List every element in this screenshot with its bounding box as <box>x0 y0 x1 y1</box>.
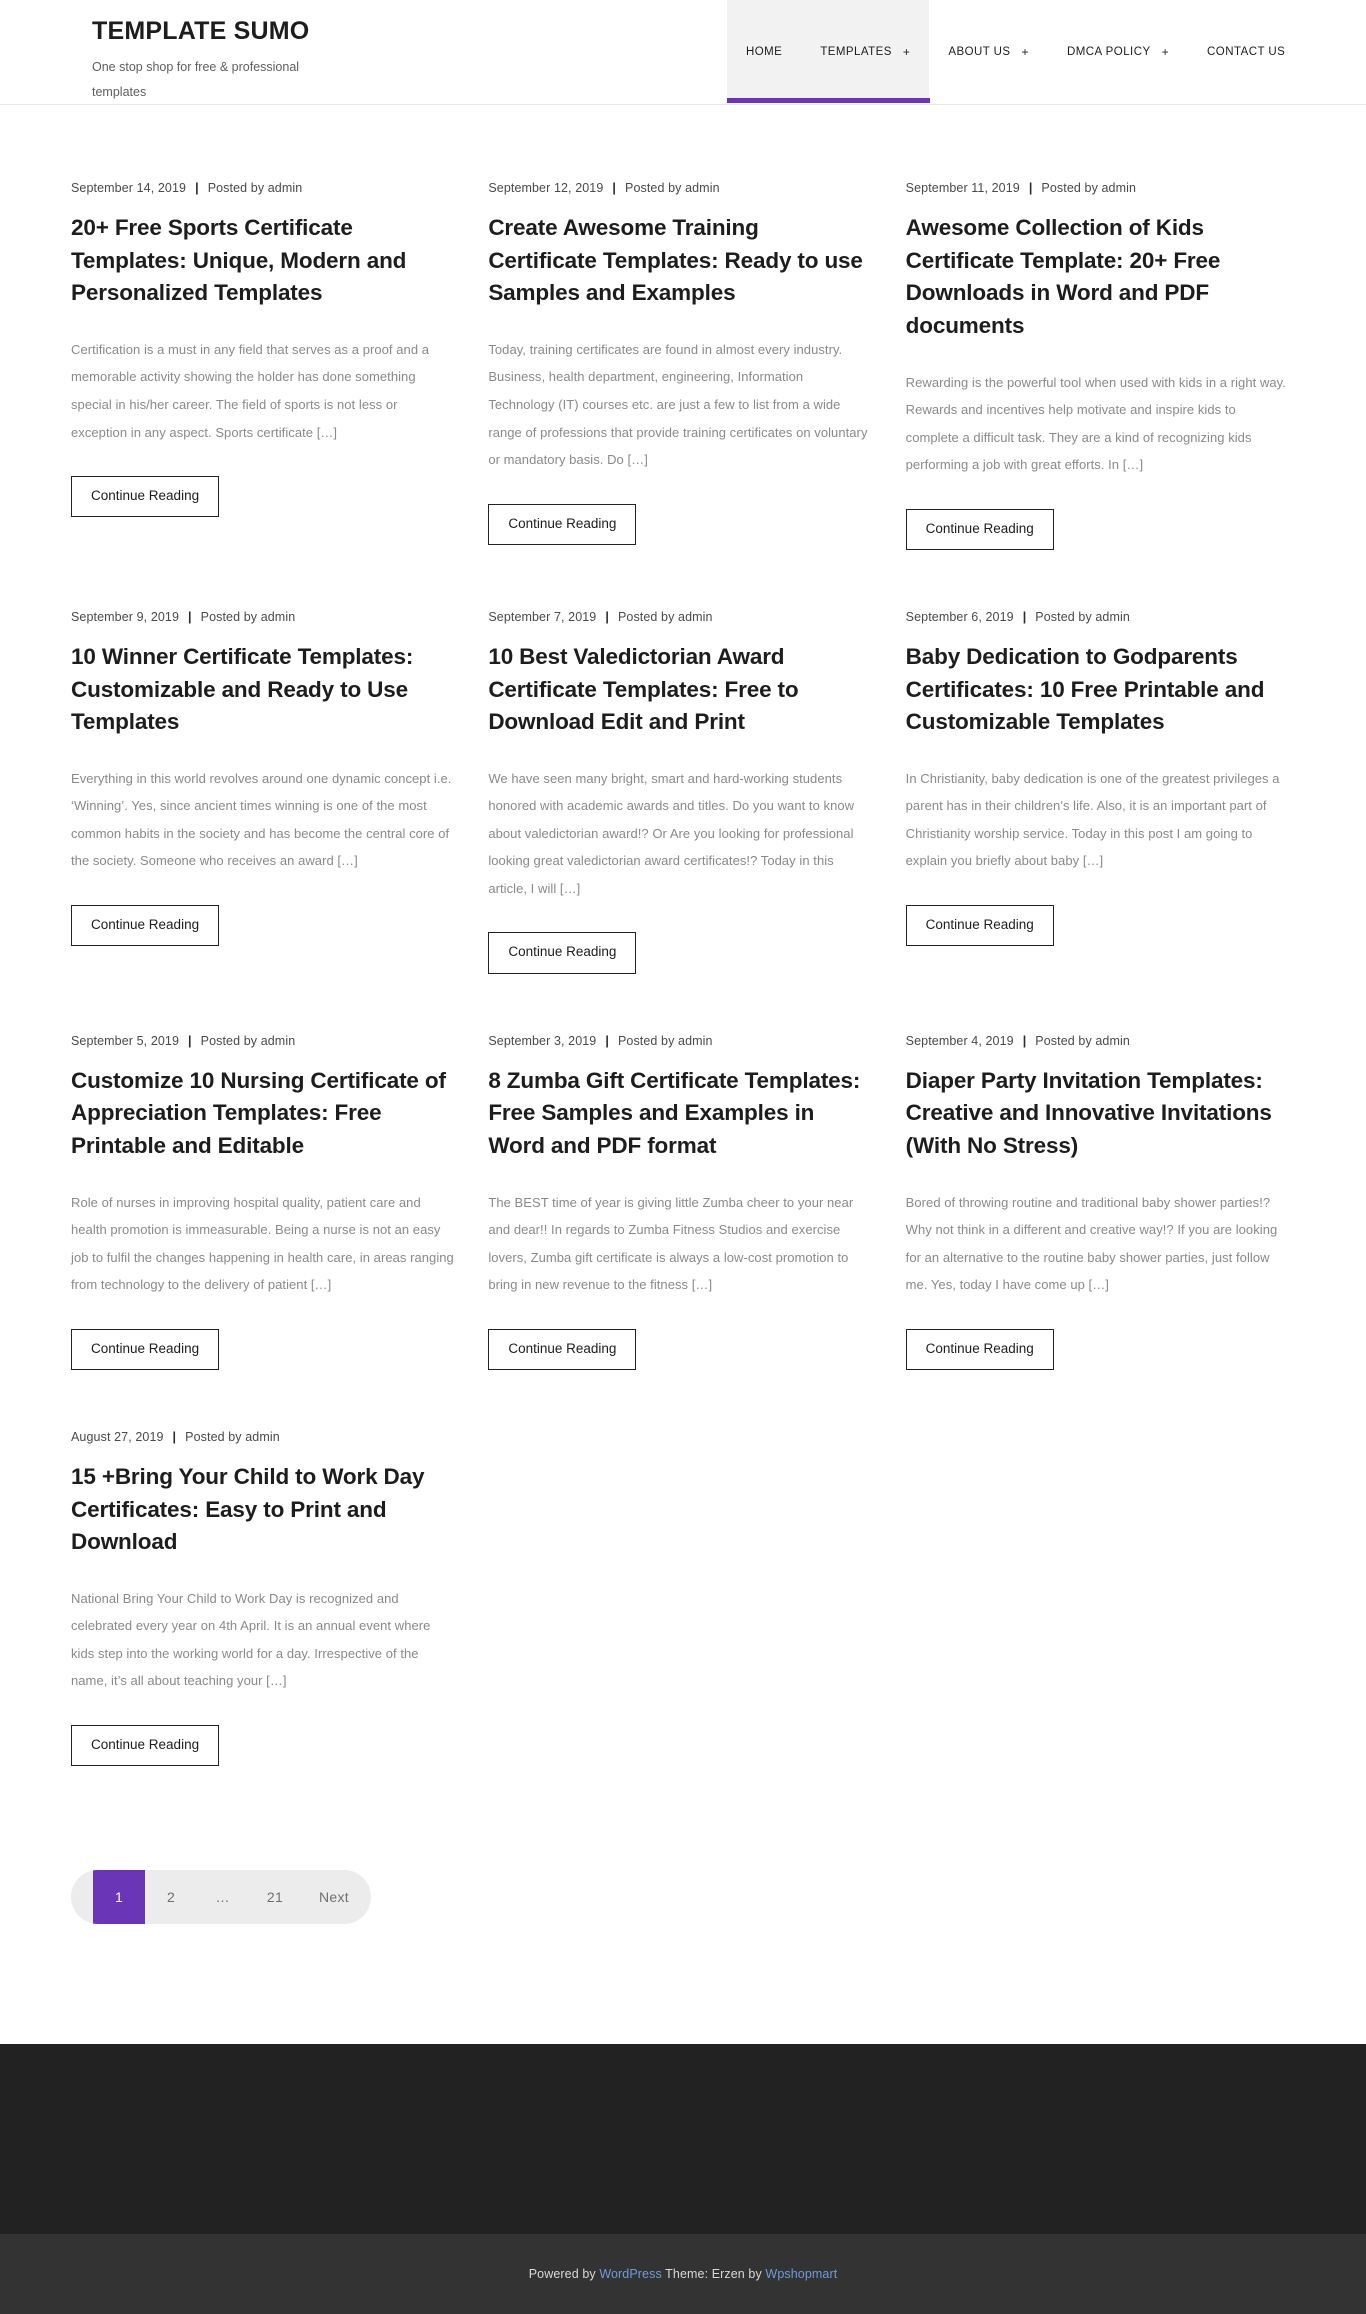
nav-item-label: ABOUT US <box>948 46 1011 58</box>
post-date: September 11, 2019 <box>905 181 1020 195</box>
post-byline: Posted by admin <box>625 181 720 195</box>
post-date: September 9, 2019 <box>71 609 180 624</box>
plus-icon[interactable]: + <box>1021 45 1030 59</box>
post-card <box>71 610 460 946</box>
post-byline: Posted by admin <box>200 1033 296 1048</box>
post-title[interactable]: Diaper Party Invitation Templates: Creative and Innovative Invitations (With No Stress) <box>905 1067 1272 1158</box>
meta-separator: | <box>1028 181 1033 195</box>
post-excerpt: The BEST time of year is giving little Zumba cheer to your near and dear!! In regards to Zumba Fitness Studios and exercise lovers, Zumba gift certificate is always a low-cost promotion to bring in new revenue to the fitness […] <box>488 1194 854 1293</box>
post-meta <box>906 610 1289 624</box>
post-excerpt: We have seen many bright, smart and hard-working students honored with academic awards and titles. Do you want to know about valedictorian award!? Or Are you looking for professional looking great valedictorian award certificates!? Today in this article, I will […] <box>488 770 855 896</box>
post-date: September 5, 2019 <box>71 1033 180 1048</box>
post-card <box>488 610 877 974</box>
site-title[interactable]: TEMPLATE SUMO <box>92 17 310 45</box>
pagination-next-button[interactable]: Next <box>319 1889 349 1906</box>
post-card <box>906 1034 1295 1370</box>
meta-separator: | <box>1022 1033 1027 1048</box>
post-meta <box>71 1034 454 1048</box>
post-date: September 4, 2019 <box>905 1033 1014 1048</box>
post-excerpt: Role of nurses in improving hospital quality, patient care and health promotion is immeasurable. Being a nurse is not an easy job to fulfil the changes happening in health care, in areas ranging from technology to the delivery of patient […] <box>71 1194 454 1293</box>
nav-item-home[interactable] <box>727 0 801 104</box>
post-card <box>71 181 460 517</box>
post-excerpt: Rewarding is the powerful tool when used with kids in a right way. Rewards and incentives help motivate and inspire kids to complete a difficult task. They are a kind of recognizing kids performing a job with great efforts. In […] <box>905 374 1286 473</box>
post-excerpt: Today, training certificates are found in almost every industry. Business, health department, engineering, Information Technology (IT) courses etc. are just a few to list from a wide range of professions that provide training certificates on voluntary or mandatory basis. Do […] <box>488 341 868 468</box>
post-title[interactable]: 8 Zumba Gift Certificate Templates: Free Samples and Examples in Word and PDF format <box>488 1067 861 1158</box>
nav-item-about-us[interactable] <box>929 0 1048 104</box>
meta-separator: | <box>188 609 192 624</box>
main-content <box>0 105 1366 2044</box>
wordpress-link[interactable]: WordPress <box>599 2267 662 2282</box>
post-byline: Posted by admin <box>185 1429 280 1444</box>
post-byline: Posted by admin <box>1035 1033 1130 1048</box>
post-card <box>906 610 1295 946</box>
nav-item-templates[interactable] <box>801 0 929 104</box>
nav-item-label: DMCA POLICY <box>1067 46 1151 58</box>
post-card <box>488 181 877 545</box>
post-date: September 3, 2019 <box>488 1033 597 1048</box>
post-meta <box>71 610 454 624</box>
footer-credit-prefix: Powered by <box>528 2267 600 2282</box>
nav-item-label: CONTACT US <box>1207 46 1286 58</box>
pagination-page-current[interactable]: 1 <box>93 1870 145 1924</box>
nav-item-dmca-policy[interactable] <box>1048 0 1188 104</box>
posts-grid <box>71 105 1295 1826</box>
meta-separator: | <box>195 181 199 195</box>
branding <box>0 0 430 105</box>
footer-widget-area <box>0 2044 1366 2234</box>
nav-item-label: HOME <box>746 46 783 58</box>
plus-icon[interactable]: + <box>902 45 911 59</box>
footer-credit-middle: Theme: Erzen by <box>661 2267 766 2282</box>
continue-reading-button[interactable]: Continue Reading <box>488 932 636 973</box>
main-nav <box>727 0 1304 104</box>
post-excerpt: Certification is a must in any field that serves as a proof and a memorable activity showing the holder has done something special in his/her career. The field of sports is not less or exception in any aspect. Sports certificate […] <box>71 341 430 440</box>
post-date: August 27, 2019 <box>71 1429 164 1444</box>
meta-separator: | <box>605 1033 609 1048</box>
post-byline: Posted by admin <box>1035 609 1130 624</box>
post-meta <box>906 1034 1289 1048</box>
post-meta <box>488 610 871 624</box>
pagination-container <box>71 1826 1295 2044</box>
post-card <box>71 1430 460 1766</box>
post-byline: Posted by admin <box>200 609 296 624</box>
post-date: September 14, 2019 <box>71 181 187 195</box>
meta-separator: | <box>172 1429 177 1444</box>
wpshopmart-link[interactable]: Wpshopmart <box>765 2267 838 2282</box>
post-date: September 12, 2019 <box>488 181 604 195</box>
plus-icon[interactable]: + <box>1161 45 1170 59</box>
pagination-page-21[interactable]: 21 <box>266 1889 284 1906</box>
post-byline: Posted by admin <box>1041 181 1137 195</box>
post-excerpt: In Christianity, baby dedication is one of the greatest privileges a parent has in their children’s life. Also, it is an important part of Christianity worship service. Today in this post I am going to explain you briefly about baby […] <box>905 770 1280 869</box>
meta-separator: | <box>605 609 609 624</box>
post-meta <box>488 1034 871 1048</box>
post-title[interactable]: Awesome Collection of Kids Certificate Template: 20+ Free Downloads in Word and PDF documents <box>905 215 1221 338</box>
site-header <box>0 0 1366 105</box>
post-title[interactable]: 15 +Bring Your Child to Work Day Certificates: Easy to Print and Download <box>71 1463 425 1555</box>
nav-item-label: TEMPLATES <box>820 46 892 58</box>
continue-reading-button[interactable]: Continue Reading <box>488 504 636 545</box>
continue-reading-button[interactable]: Continue Reading <box>488 1329 636 1370</box>
pagination <box>71 1870 371 1924</box>
active-nav-indicator <box>727 98 930 103</box>
post-card <box>488 1034 877 1370</box>
post-meta <box>906 181 1289 195</box>
post-byline: Posted by admin <box>617 1033 713 1048</box>
site-footer <box>0 2234 1366 2314</box>
primary-navigation <box>727 0 1304 104</box>
post-byline: Posted by admin <box>207 181 303 195</box>
continue-reading-button[interactable]: Continue Reading <box>906 1329 1054 1370</box>
post-excerpt: National Bring Your Child to Work Day is recognized and celebrated every year on 4th April. It is an annual event where kids step into the working world for a day. Irrespective of the name, it’s all about teaching your […] <box>71 1590 431 1689</box>
post-title[interactable]: Baby Dedication to Godparents Certificates: 10 Free Printable and Customizable Templates <box>905 643 1265 735</box>
continue-reading-button[interactable]: Continue Reading <box>906 905 1054 946</box>
post-byline: Posted by admin <box>617 609 713 624</box>
post-meta <box>71 1430 454 1444</box>
post-excerpt: Bored of throwing routine and traditional baby shower parties!? Why not think in a different and creative way!? If you are looking for an alternative to the routine baby shower parties, just follow me. Yes, today I have come up […] <box>905 1194 1278 1293</box>
continue-reading-button[interactable]: Continue Reading <box>71 905 219 946</box>
meta-separator: | <box>188 1033 192 1048</box>
meta-separator: | <box>612 181 617 195</box>
post-card <box>71 1034 460 1370</box>
nav-item-contact-us[interactable] <box>1188 0 1304 104</box>
continue-reading-button[interactable]: Continue Reading <box>71 476 219 517</box>
post-title[interactable]: 10 Winner Certificate Templates: Customizable and Ready to Use Templates <box>71 643 414 735</box>
post-title[interactable]: Customize 10 Nursing Certificate of Appreciation Templates: Free Printable and Editable <box>71 1067 446 1158</box>
continue-reading-button[interactable]: Continue Reading <box>71 1329 219 1370</box>
post-date: September 6, 2019 <box>905 609 1014 624</box>
post-title[interactable]: Create Awesome Training Certificate Templates: Ready to use Samples and Examples <box>488 215 863 306</box>
meta-separator: | <box>1022 609 1027 624</box>
post-meta <box>71 181 454 195</box>
pagination-ellipsis: … <box>215 1889 231 1906</box>
post-card <box>906 181 1295 550</box>
post-meta <box>488 181 871 195</box>
post-title[interactable]: 20+ Free Sports Certificate Templates: Unique, Modern and Personalized Templates <box>71 215 407 306</box>
site-tagline: One stop shop for free & professional templates <box>92 60 300 100</box>
pagination-page-2[interactable]: 2 <box>166 1889 176 1906</box>
post-excerpt: Everything in this world revolves around one dynamic concept i.e. ‘Winning’. Yes, since ancient times winning is one of the most common habits in the society and has become the central core of the society. Someone who receives an award […] <box>71 770 452 869</box>
post-date: September 7, 2019 <box>488 609 597 624</box>
continue-reading-button[interactable]: Continue Reading <box>71 1725 219 1766</box>
footer-credit <box>529 2267 838 2281</box>
continue-reading-button[interactable]: Continue Reading <box>906 509 1054 550</box>
post-title[interactable]: 10 Best Valedictorian Award Certificate Templates: Free to Download Edit and Print <box>488 643 799 735</box>
